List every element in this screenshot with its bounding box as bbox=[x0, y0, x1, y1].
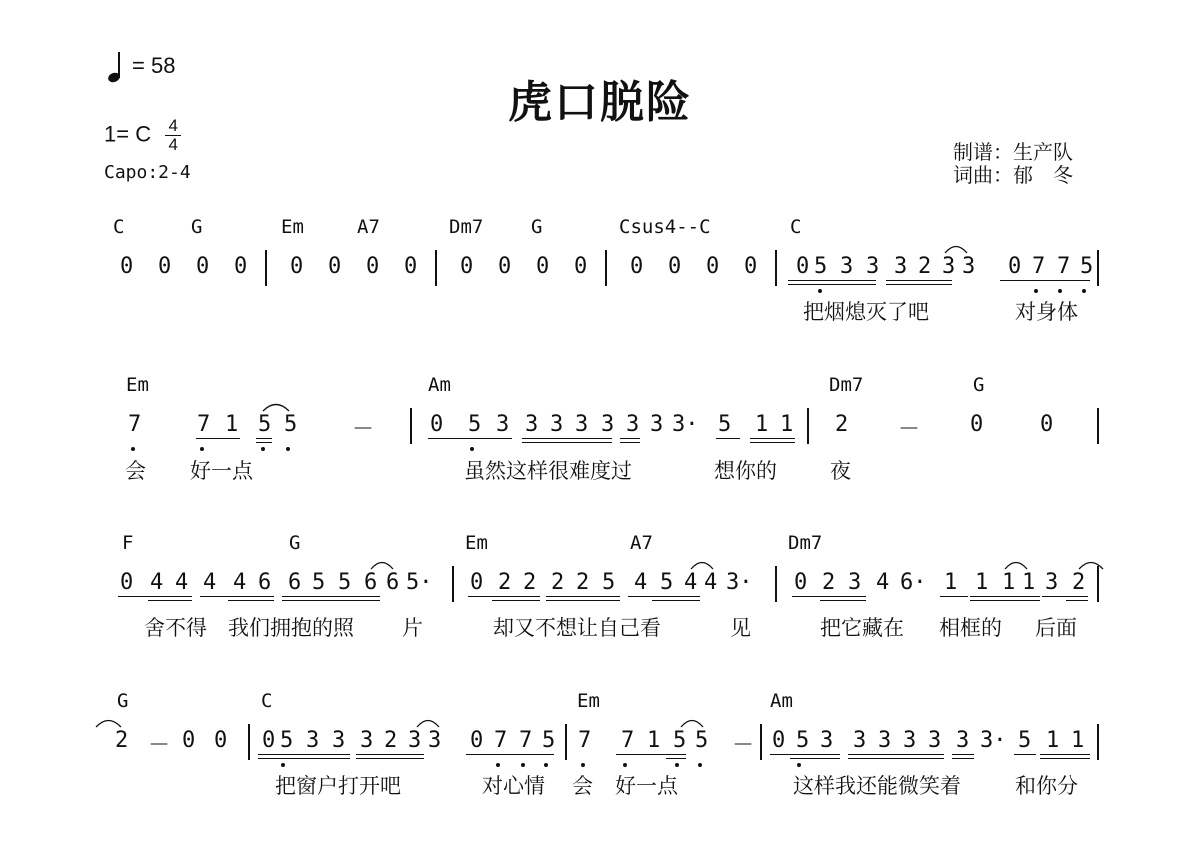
beam-underline bbox=[228, 600, 274, 601]
chord-symbol: Em bbox=[126, 374, 149, 396]
note: 3 bbox=[601, 412, 615, 437]
note: 3 bbox=[650, 412, 664, 437]
note: 0 bbox=[574, 254, 588, 279]
beam-underline bbox=[356, 754, 424, 755]
note: 7 bbox=[494, 728, 508, 753]
note: 2 bbox=[835, 412, 849, 437]
barline bbox=[1097, 724, 1099, 760]
beam-underline bbox=[428, 438, 512, 439]
note: 6· bbox=[900, 570, 927, 595]
beam-underline bbox=[118, 596, 192, 597]
note: 2 bbox=[115, 728, 129, 753]
chord-symbol: G bbox=[973, 374, 985, 396]
barline bbox=[1097, 566, 1099, 602]
note: － bbox=[352, 417, 375, 442]
note: 5 bbox=[1018, 728, 1032, 753]
note: 1 bbox=[1046, 728, 1060, 753]
note: 4 bbox=[634, 570, 648, 595]
octave-dot-low bbox=[286, 447, 290, 451]
note: 0 bbox=[404, 254, 418, 279]
beam-underline bbox=[820, 600, 866, 601]
octave-dot-low bbox=[131, 447, 135, 451]
note: 0 bbox=[182, 728, 196, 753]
note: 0 bbox=[196, 254, 210, 279]
beam-underline bbox=[282, 600, 380, 601]
note: － bbox=[732, 733, 755, 758]
note: 0 bbox=[744, 254, 758, 279]
barline bbox=[265, 250, 267, 286]
note: 0 bbox=[970, 412, 984, 437]
note: 1 bbox=[1022, 570, 1036, 595]
barline bbox=[775, 566, 777, 602]
time-sig-top: 4 bbox=[168, 116, 178, 135]
note: 0 bbox=[290, 254, 304, 279]
lyric-text: 舍不得 bbox=[144, 616, 207, 640]
note: 5· bbox=[406, 570, 433, 595]
note: 1 bbox=[1002, 570, 1016, 595]
beam-underline bbox=[282, 596, 380, 597]
beam-underline bbox=[616, 754, 686, 755]
note: 4 bbox=[175, 570, 189, 595]
chord-symbol: G bbox=[191, 216, 203, 238]
chord-symbol: A7 bbox=[630, 532, 653, 554]
note: 3 bbox=[332, 728, 346, 753]
lyric-text: 会 bbox=[125, 459, 146, 483]
note: 7 bbox=[578, 728, 592, 753]
note: 6 bbox=[258, 570, 272, 595]
note: 0 bbox=[706, 254, 720, 279]
beam-underline bbox=[788, 280, 876, 281]
barline bbox=[248, 724, 250, 760]
beam-underline bbox=[790, 758, 840, 759]
note: 0 bbox=[796, 254, 810, 279]
chord-symbol: Am bbox=[428, 374, 451, 396]
credit-composer: 词曲：郁 冬 bbox=[953, 163, 1073, 187]
lyric-text: 虽然这样很难度过 bbox=[464, 459, 632, 483]
beam-underline bbox=[970, 600, 1040, 601]
chord-symbol: C bbox=[113, 216, 125, 238]
tie-arc bbox=[370, 558, 394, 570]
barline bbox=[565, 724, 567, 760]
beam-underline bbox=[770, 754, 840, 755]
barline bbox=[775, 250, 777, 286]
note: 0 bbox=[498, 254, 512, 279]
note: 0 bbox=[214, 728, 228, 753]
song-title: 虎口脱险 bbox=[508, 77, 692, 128]
note: 0 bbox=[794, 570, 808, 595]
time-sig-bottom: 4 bbox=[168, 135, 178, 154]
note: 5 bbox=[673, 728, 687, 753]
note: 5 bbox=[796, 728, 810, 753]
beam-underline bbox=[466, 754, 554, 755]
lyric-text: 和你分 bbox=[1015, 774, 1078, 798]
note: 5 bbox=[542, 728, 556, 753]
note: 3 bbox=[820, 728, 834, 753]
chord-symbol: F bbox=[122, 532, 134, 554]
lyric-text: 对心情 bbox=[482, 774, 545, 798]
note: 4 bbox=[684, 570, 698, 595]
note: 3 bbox=[840, 254, 854, 279]
note: 7 bbox=[1057, 254, 1071, 279]
note: 0 bbox=[536, 254, 550, 279]
beam-underline bbox=[952, 758, 974, 759]
beam-underline bbox=[886, 280, 952, 281]
chord-symbol: Dm7 bbox=[829, 374, 864, 396]
chord-symbol: Dm7 bbox=[449, 216, 484, 238]
note: 2 bbox=[384, 728, 398, 753]
lyric-text: 对身体 bbox=[1015, 300, 1078, 324]
beam-underline bbox=[628, 596, 700, 597]
lyric-text: 好一点 bbox=[190, 459, 253, 483]
beam-underline bbox=[522, 442, 612, 443]
chord-symbol: Em bbox=[281, 216, 304, 238]
note: 3· bbox=[726, 570, 753, 595]
beam-underline bbox=[620, 442, 640, 443]
note: 0 bbox=[262, 728, 276, 753]
note: 4 bbox=[150, 570, 164, 595]
note: 3 bbox=[360, 728, 374, 753]
octave-dot-low bbox=[1034, 289, 1038, 293]
note: 0 bbox=[328, 254, 342, 279]
note: 3 bbox=[1045, 570, 1059, 595]
note: 5 bbox=[1080, 254, 1094, 279]
note: － bbox=[148, 733, 171, 758]
beam-underline bbox=[940, 596, 968, 597]
note: 3 bbox=[866, 254, 880, 279]
beam-underline bbox=[256, 438, 272, 439]
beam-underline bbox=[1014, 754, 1036, 755]
note: 5 bbox=[312, 570, 326, 595]
tie-arc bbox=[944, 242, 968, 254]
note: 7 bbox=[519, 728, 533, 753]
note: 0 bbox=[366, 254, 380, 279]
note: 3 bbox=[878, 728, 892, 753]
beam-underline bbox=[848, 758, 944, 759]
octave-dot-low bbox=[544, 763, 548, 767]
beam-underline bbox=[200, 596, 274, 597]
note: 6 bbox=[386, 570, 400, 595]
octave-dot-low bbox=[1058, 289, 1062, 293]
chord-symbol: G bbox=[117, 690, 129, 712]
beam-underline bbox=[1066, 600, 1088, 601]
key-text: 1= C bbox=[104, 121, 152, 147]
beam-underline bbox=[788, 284, 876, 285]
note: 3· bbox=[672, 412, 699, 437]
lyric-text: 会 bbox=[572, 774, 593, 798]
beam-underline bbox=[750, 442, 795, 443]
beam-underline bbox=[1000, 280, 1090, 281]
chord-symbol: G bbox=[531, 216, 543, 238]
note: 3 bbox=[942, 254, 956, 279]
beam-underline bbox=[356, 758, 424, 759]
octave-dot-low bbox=[581, 763, 585, 767]
beam-underline bbox=[750, 438, 795, 439]
lyric-text: 却又不想让自己看 bbox=[493, 616, 661, 640]
chord-symbol: Am bbox=[770, 690, 793, 712]
chord-symbol: Em bbox=[465, 532, 488, 554]
note: 2 bbox=[822, 570, 836, 595]
octave-dot-low bbox=[797, 763, 801, 767]
note: 5 bbox=[468, 412, 482, 437]
note: 3 bbox=[903, 728, 917, 753]
note: 7 bbox=[621, 728, 635, 753]
note: 1 bbox=[755, 412, 769, 437]
note: 3 bbox=[962, 254, 976, 279]
octave-dot-low bbox=[623, 763, 627, 767]
note: 7 bbox=[1032, 254, 1046, 279]
note: 4 bbox=[876, 570, 890, 595]
note: 1 bbox=[647, 728, 661, 753]
note: 2 bbox=[498, 570, 512, 595]
note: 1 bbox=[975, 570, 989, 595]
lyric-text: 片 bbox=[402, 616, 423, 640]
beam-underline bbox=[492, 600, 540, 601]
credit-arranger: 制谱：生产队 bbox=[953, 140, 1073, 164]
note: 3 bbox=[428, 728, 442, 753]
note: 3· bbox=[980, 728, 1007, 753]
note: 1 bbox=[1071, 728, 1085, 753]
tempo-text: = 58 bbox=[132, 52, 176, 78]
note: 1 bbox=[944, 570, 958, 595]
note: 3 bbox=[894, 254, 908, 279]
octave-dot-low bbox=[1082, 289, 1086, 293]
note: 7 bbox=[128, 412, 142, 437]
beam-underline bbox=[666, 758, 686, 759]
octave-dot-low bbox=[698, 763, 702, 767]
beam-underline bbox=[970, 596, 1040, 597]
beam-underline bbox=[1042, 596, 1088, 597]
note: 0 bbox=[234, 254, 248, 279]
note: － bbox=[898, 417, 921, 442]
capo-text: Capo:2-4 bbox=[104, 162, 191, 183]
beam-underline bbox=[952, 754, 974, 755]
note: 3 bbox=[928, 728, 942, 753]
note: 1 bbox=[225, 412, 239, 437]
tie-arc bbox=[680, 716, 704, 728]
beam-underline bbox=[652, 600, 700, 601]
lyric-text: 见 bbox=[730, 616, 751, 640]
note: 0 bbox=[772, 728, 786, 753]
tie-arc bbox=[690, 558, 714, 570]
lyric-text: 把烟熄灭了吧 bbox=[803, 300, 929, 324]
barline bbox=[807, 408, 809, 444]
note: 0 bbox=[668, 254, 682, 279]
note: 5 bbox=[280, 728, 294, 753]
note: 3 bbox=[525, 412, 539, 437]
note: 0 bbox=[460, 254, 474, 279]
beam-underline bbox=[620, 438, 640, 439]
barline bbox=[435, 250, 437, 286]
beam-underline bbox=[1040, 754, 1090, 755]
beam-underline bbox=[196, 438, 240, 439]
lyric-text: 后面 bbox=[1035, 616, 1077, 640]
note: 3 bbox=[956, 728, 970, 753]
tie-arc bbox=[262, 400, 290, 412]
chord-symbol: C bbox=[790, 216, 802, 238]
note: 3 bbox=[853, 728, 867, 753]
octave-dot-low bbox=[261, 447, 265, 451]
lyric-text: 这样我还能微笑着 bbox=[793, 774, 961, 798]
octave-dot-low bbox=[675, 763, 679, 767]
lyric-text: 好一点 bbox=[615, 774, 678, 798]
note: 2 bbox=[1072, 570, 1086, 595]
note: 0 bbox=[630, 254, 644, 279]
note: 3 bbox=[408, 728, 422, 753]
beam-underline bbox=[258, 758, 350, 759]
note: 2 bbox=[576, 570, 590, 595]
note: 6 bbox=[364, 570, 378, 595]
octave-dot-low bbox=[470, 447, 474, 451]
barline bbox=[760, 724, 762, 760]
octave-dot-low bbox=[496, 763, 500, 767]
note: 5 bbox=[338, 570, 352, 595]
beam-underline bbox=[1040, 758, 1090, 759]
note: 0 bbox=[120, 254, 134, 279]
beam-underline bbox=[716, 438, 740, 439]
note: 7 bbox=[197, 412, 211, 437]
note: 0 bbox=[1008, 254, 1022, 279]
tie-arc bbox=[95, 716, 122, 728]
note: 5 bbox=[695, 728, 709, 753]
note: 0 bbox=[1040, 412, 1054, 437]
note: 0 bbox=[470, 570, 484, 595]
chord-symbol: G bbox=[289, 532, 301, 554]
octave-dot-low bbox=[281, 763, 285, 767]
note: 3 bbox=[496, 412, 510, 437]
note: 0 bbox=[430, 412, 444, 437]
note: 5 bbox=[602, 570, 616, 595]
note: 5 bbox=[814, 254, 828, 279]
beam-underline bbox=[256, 442, 272, 443]
barline bbox=[1097, 250, 1099, 286]
note: 2 bbox=[523, 570, 537, 595]
beam-underline bbox=[792, 596, 866, 597]
note: 5 bbox=[284, 412, 298, 437]
beam-underline bbox=[468, 596, 540, 597]
beam-underline bbox=[148, 600, 192, 601]
note: 3 bbox=[550, 412, 564, 437]
chord-symbol: A7 bbox=[357, 216, 380, 238]
octave-dot-low bbox=[200, 447, 204, 451]
beam-underline bbox=[886, 284, 952, 285]
barline bbox=[452, 566, 454, 602]
tie-arc bbox=[1078, 558, 1104, 570]
note: 3 bbox=[575, 412, 589, 437]
note: 4 bbox=[203, 570, 217, 595]
lyric-text: 相框的 bbox=[939, 616, 1002, 640]
note: 0 bbox=[158, 254, 172, 279]
chord-symbol: C bbox=[261, 690, 273, 712]
barline bbox=[1097, 408, 1099, 444]
lyric-text: 我们拥抱的照 bbox=[228, 616, 354, 640]
octave-dot-low bbox=[521, 763, 525, 767]
barline bbox=[605, 250, 607, 286]
note: 5 bbox=[258, 412, 272, 437]
lyric-text: 想你的 bbox=[714, 459, 777, 483]
lyric-text: 把窗户打开吧 bbox=[275, 774, 401, 798]
barline bbox=[410, 408, 412, 444]
beam-underline bbox=[522, 438, 612, 439]
note: 2 bbox=[918, 254, 932, 279]
note: 3 bbox=[626, 412, 640, 437]
note: 3 bbox=[306, 728, 320, 753]
note: 5 bbox=[718, 412, 732, 437]
note: 5 bbox=[660, 570, 674, 595]
chord-symbol: Csus4--C bbox=[619, 216, 711, 238]
tie-arc bbox=[416, 716, 440, 728]
chord-symbol: Em bbox=[577, 690, 600, 712]
note: 2 bbox=[551, 570, 565, 595]
note: 6 bbox=[288, 570, 302, 595]
note: 4 bbox=[704, 570, 718, 595]
beam-underline bbox=[546, 600, 620, 601]
octave-dot-low bbox=[818, 289, 822, 293]
chord-symbol: Dm7 bbox=[788, 532, 823, 554]
tie-arc bbox=[1004, 558, 1028, 570]
note: 1 bbox=[780, 412, 794, 437]
note: 3 bbox=[848, 570, 862, 595]
note: 4 bbox=[233, 570, 247, 595]
beam-underline bbox=[258, 754, 350, 755]
note: 0 bbox=[120, 570, 134, 595]
beam-underline bbox=[546, 596, 620, 597]
lyric-text: 夜 bbox=[830, 459, 851, 483]
lyric-text: 把它藏在 bbox=[820, 616, 904, 640]
beam-underline bbox=[848, 754, 944, 755]
note: 0 bbox=[470, 728, 484, 753]
